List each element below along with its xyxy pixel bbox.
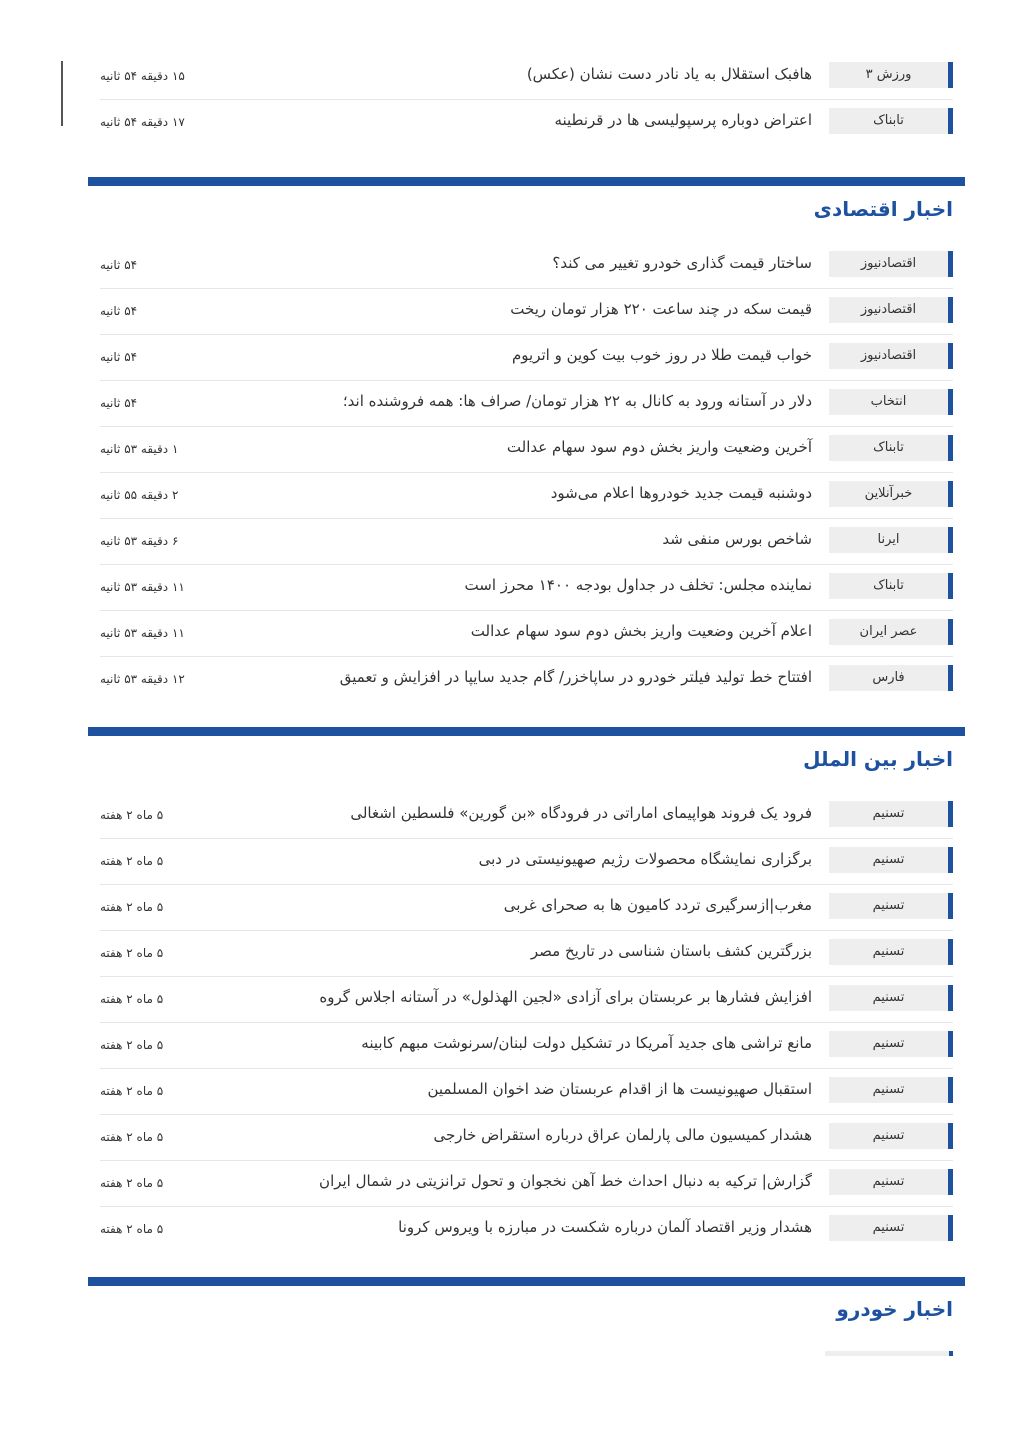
news-headline-link[interactable]: هشدار وزیر اقتصاد آلمان درباره شکست در مبارزه با ویروس کرونا bbox=[398, 1218, 812, 1236]
list-item bbox=[100, 289, 953, 335]
list-item bbox=[100, 565, 953, 611]
news-headline-link[interactable]: هافبک استقلال به یاد نادر دست نشان (عکس) bbox=[526, 65, 812, 83]
list-item bbox=[100, 1115, 953, 1161]
list-item bbox=[100, 335, 953, 381]
news-time: ۵۴ ثانیه bbox=[100, 396, 138, 410]
news-headline-link[interactable]: آخرین وضعیت واریز بخش دوم سود سهام عدالت bbox=[506, 438, 812, 456]
news-headline-link[interactable]: هشدار کمیسیون مالی پارلمان عراق درباره استقراض خارجی bbox=[433, 1126, 812, 1144]
news-source[interactable]: تابناک bbox=[829, 573, 953, 599]
list-item bbox=[100, 839, 953, 885]
news-time: ۵ ماه ۲ هفته bbox=[100, 900, 164, 914]
news-source-placeholder bbox=[825, 1351, 953, 1356]
news-list-economic bbox=[100, 243, 953, 702]
section-title[interactable]: اخبار خودرو bbox=[836, 1297, 953, 1321]
news-headline-link[interactable]: افزایش فشارها بر عربستان برای آزادی «لجین الهذلول» در آستانه اجلاس گروه bbox=[319, 988, 812, 1006]
news-time: ۵ ماه ۲ هفته bbox=[100, 1038, 164, 1052]
news-time: ۵ ماه ۲ هفته bbox=[100, 1084, 164, 1098]
news-headline-link[interactable]: گزارش| ترکیه به دنبال احداث خط آهن نخجوان و تحول ترانزیتی در شمال ایران bbox=[319, 1172, 812, 1190]
news-headline-link[interactable]: شاخص بورس منفی شد bbox=[662, 530, 812, 548]
news-source[interactable]: عصر ایران bbox=[829, 619, 953, 645]
list-item bbox=[100, 54, 953, 100]
news-source[interactable]: اقتصادنیوز bbox=[829, 251, 953, 277]
news-time: ۵۴ ثانیه bbox=[100, 258, 138, 272]
news-source[interactable]: خبرآنلاین bbox=[829, 481, 953, 507]
news-headline-link[interactable]: نماینده مجلس: تخلف در جداول بودجه ۱۴۰۰ محرز است bbox=[464, 576, 812, 594]
news-time: ۱۱ دقیقه ۵۳ ثانیه bbox=[100, 626, 185, 640]
news-source[interactable]: ایرنا bbox=[829, 527, 953, 553]
news-time: ۱ دقیقه ۵۳ ثانیه bbox=[100, 442, 179, 456]
news-source[interactable]: تسنیم bbox=[829, 1215, 953, 1241]
list-item bbox=[100, 427, 953, 473]
news-source[interactable]: اقتصادنیوز bbox=[829, 343, 953, 369]
scrollbar-thumb[interactable] bbox=[61, 61, 63, 126]
news-time: ۵ ماه ۲ هفته bbox=[100, 1176, 164, 1190]
section-title[interactable]: اخبار بین الملل bbox=[803, 747, 953, 771]
news-headline-link[interactable]: اعلام آخرین وضعیت واریز بخش دوم سود سهام عدالت bbox=[470, 622, 812, 640]
news-source[interactable]: اقتصادنیوز bbox=[829, 297, 953, 323]
news-source[interactable]: فارس bbox=[829, 665, 953, 691]
news-list-top bbox=[100, 54, 953, 145]
news-time: ۱۵ دقیقه ۵۴ ثانیه bbox=[100, 69, 185, 83]
news-time: ۵ ماه ۲ هفته bbox=[100, 1222, 164, 1236]
news-source[interactable]: تسنیم bbox=[829, 893, 953, 919]
news-time: ۵ ماه ۲ هفته bbox=[100, 808, 164, 822]
news-source[interactable]: تسنیم bbox=[829, 847, 953, 873]
news-source[interactable]: تسنیم bbox=[829, 1123, 953, 1149]
list-item bbox=[100, 243, 953, 289]
list-item bbox=[100, 611, 953, 657]
section-economic-header bbox=[88, 177, 965, 241]
list-item bbox=[100, 977, 953, 1023]
section-auto-header bbox=[88, 1277, 965, 1341]
list-item bbox=[100, 519, 953, 565]
news-time: ۶ دقیقه ۵۳ ثانیه bbox=[100, 534, 179, 548]
list-item bbox=[100, 473, 953, 519]
news-time: ۵ ماه ۲ هفته bbox=[100, 1130, 164, 1144]
list-item bbox=[100, 931, 953, 977]
news-headline-link[interactable]: برگزاری نمایشگاه محصولات رژیم صهیونیستی در دبی bbox=[478, 850, 812, 868]
news-source[interactable]: تسنیم bbox=[829, 1169, 953, 1195]
list-item bbox=[100, 885, 953, 931]
list-item bbox=[100, 657, 953, 702]
news-source[interactable]: تابناک bbox=[829, 108, 953, 134]
news-headline-link[interactable]: مغرب|ازسرگیری تردد کامیون ها به صحرای غربی bbox=[503, 896, 812, 914]
news-source[interactable]: تسنیم bbox=[829, 1031, 953, 1057]
news-headline-link[interactable]: مانع تراشی های جدید آمریکا در تشکیل دولت لبنان/سرنوشت مبهم کابینه bbox=[361, 1034, 812, 1052]
section-divider bbox=[88, 1277, 965, 1286]
news-headline-link[interactable]: استقبال صهیونیست ها از اقدام عربستان ضد اخوان المسلمین bbox=[427, 1080, 812, 1098]
section-international-header bbox=[88, 727, 965, 791]
news-source[interactable]: انتخاب bbox=[829, 389, 953, 415]
news-time: ۵۴ ثانیه bbox=[100, 350, 138, 364]
news-list-international bbox=[100, 793, 953, 1252]
list-item bbox=[100, 1023, 953, 1069]
news-headline-link[interactable]: اعتراض دوباره پرسپولیسی ها در قرنطینه bbox=[554, 111, 812, 129]
section-divider bbox=[88, 727, 965, 736]
news-source[interactable]: ورزش ۳ bbox=[829, 62, 953, 88]
news-headline-link[interactable]: خواب قیمت طلا در روز خوب بیت کوین و اتریوم bbox=[512, 346, 812, 364]
news-headline-link[interactable]: دوشنبه قیمت جدید خودروها اعلام می‌شود bbox=[550, 484, 812, 502]
news-source[interactable]: تسنیم bbox=[829, 985, 953, 1011]
list-item bbox=[100, 100, 953, 145]
news-time: ۲ دقیقه ۵۵ ثانیه bbox=[100, 488, 179, 502]
list-item bbox=[100, 1207, 953, 1252]
news-time: ۵ ماه ۲ هفته bbox=[100, 992, 164, 1006]
section-divider bbox=[88, 177, 965, 186]
news-headline-link[interactable]: قیمت سکه در چند ساعت ۲۲۰ هزار تومان ریخت bbox=[510, 300, 812, 318]
news-source[interactable]: تسنیم bbox=[829, 801, 953, 827]
news-time: ۵۴ ثانیه bbox=[100, 304, 138, 318]
list-item bbox=[100, 1069, 953, 1115]
news-headline-link[interactable]: فرود یک فروند هواپیمای اماراتی در فرودگاه «بن گورین» فلسطین اشغالی bbox=[350, 804, 812, 822]
news-source[interactable]: تسنیم bbox=[829, 1077, 953, 1103]
news-headline-link[interactable]: بزرگترین کشف باستان شناسی در تاریخ مصر bbox=[530, 942, 812, 960]
news-time: ۱۱ دقیقه ۵۳ ثانیه bbox=[100, 580, 185, 594]
news-source[interactable]: تسنیم bbox=[829, 939, 953, 965]
news-time: ۱۲ دقیقه ۵۳ ثانیه bbox=[100, 672, 185, 686]
news-headline-link[interactable]: افتتاح خط تولید فیلتر خودرو در ساپاخزر/ گام جدید سایپا در افزایش و تعمیق bbox=[339, 668, 812, 686]
news-time: ۵ ماه ۲ هفته bbox=[100, 946, 164, 960]
list-item bbox=[100, 1161, 953, 1207]
news-source[interactable]: تابناک bbox=[829, 435, 953, 461]
news-time: ۵ ماه ۲ هفته bbox=[100, 854, 164, 868]
news-headline-link[interactable]: ساختار قیمت گذاری خودرو تغییر می کند؟ bbox=[552, 254, 812, 272]
news-headline-link[interactable]: دلار در آستانه ورود به کانال به ۲۲ هزار تومان/ صراف ها: همه فروشنده اند؛ bbox=[342, 392, 812, 410]
list-item bbox=[100, 793, 953, 839]
news-time: ۱۷ دقیقه ۵۴ ثانیه bbox=[100, 115, 185, 129]
section-title[interactable]: اخبار اقتصادی bbox=[813, 197, 953, 221]
list-item bbox=[100, 381, 953, 427]
